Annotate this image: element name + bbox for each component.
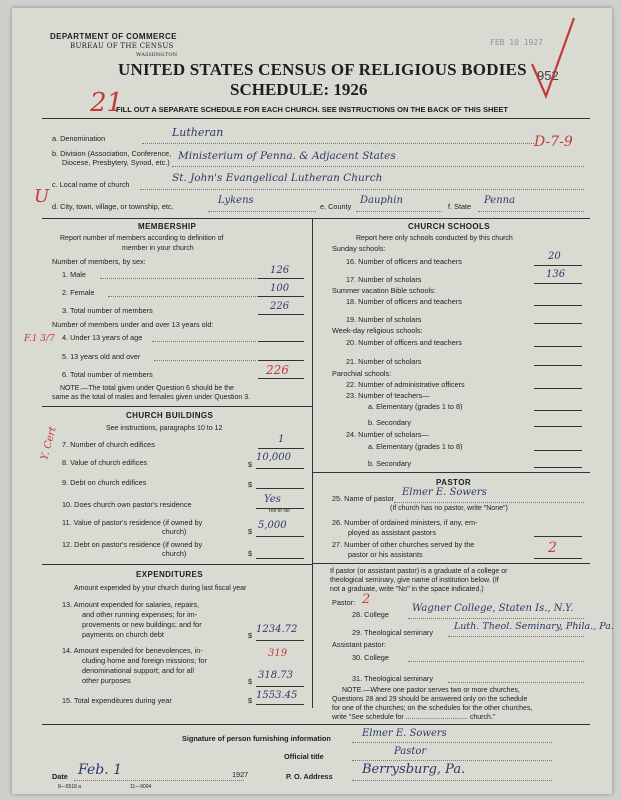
q1-value: 126 xyxy=(270,265,290,276)
membership-note-1: NOTE.—The total given under Question 6 should be the xyxy=(60,385,234,392)
q22-label: 22. Number of administrative officers xyxy=(346,380,465,389)
q11-label-2: church) xyxy=(162,527,187,536)
summer-schools-label: Summer vacation Bible schools: xyxy=(332,286,436,295)
denomination-label: a. Denomination xyxy=(52,134,106,143)
q12-label-1: 12. Debt on pastor's residence (if owned by xyxy=(62,540,203,549)
members-by-age-label: Number of members under and over 13 years old: xyxy=(52,320,214,329)
division-label-line2: Diocese, Presbytery, Synod, etc.) xyxy=(62,158,170,167)
pastor-sub-label: Pastor: xyxy=(332,598,356,607)
weekday-schools-label: Week-day religious schools: xyxy=(332,326,423,335)
q14-correction: 319 xyxy=(268,648,288,659)
q4-label: 4. Under 13 years of age xyxy=(62,333,143,342)
q19-label: 19. Number of scholars xyxy=(346,315,422,324)
q1-label: 1. Male xyxy=(62,270,86,279)
pastor-mark: 2 xyxy=(362,592,371,607)
po-address-value: Berrysburg, Pa. xyxy=(362,762,466,777)
city-label: d. City, town, village, or township, etc. xyxy=(52,202,174,211)
pastor-heading: PASTOR xyxy=(436,478,471,487)
graduate-note-1: If pastor (or assistant pastor) is a graduate of a college or xyxy=(330,568,508,575)
pastor-note-3: for one of the churches; on the schedules for the other churches, xyxy=(332,705,533,712)
official-title-value: Pastor xyxy=(394,746,427,757)
q11-label-1: 11. Value of pastor's residence (if owned by xyxy=(62,518,203,527)
date-value: Feb. 1 xyxy=(78,762,123,778)
q25-label: 25. Name of pastor xyxy=(332,494,395,503)
q15-dollar: $ xyxy=(248,696,253,705)
q15-label: 15. Total expenditures during year xyxy=(62,696,172,705)
check-mark-icon xyxy=(528,14,578,104)
q13-line-2: and other running expenses; for im- xyxy=(82,610,198,619)
signature-value: Elmer E. Sowers xyxy=(362,728,447,739)
q28-value: Wagner College, Staten Is., N.Y. xyxy=(412,603,574,614)
q3-value: 226 xyxy=(270,301,290,312)
q12-dollar: $ xyxy=(248,549,253,558)
q13-dollar: $ xyxy=(248,631,253,640)
q15-value: 1553.45 xyxy=(256,690,298,701)
q24a-label: a. Elementary (grades 1 to 8) xyxy=(368,442,463,451)
schools-sub: Report here only schools conducted by this church xyxy=(356,235,513,242)
schedule-number: 952 xyxy=(537,68,559,83)
q24b-label: b. Secondary xyxy=(368,459,411,468)
q17-value: 136 xyxy=(546,269,566,280)
q5-label: 5. 13 years old and over xyxy=(62,352,141,361)
side-note-cert: Y. Cert xyxy=(39,425,59,462)
margin-note-top-left: 21 xyxy=(90,88,124,118)
department-line: DEPARTMENT OF COMMERCE xyxy=(50,32,177,41)
q20-label: 20. Number of officers and teachers xyxy=(346,338,462,347)
local-name-value: St. John's Evangelical Lutheran Church xyxy=(172,172,383,184)
q14-line-3: denominational support; and for all xyxy=(82,666,194,675)
q8-label: 8. Value of church edifices xyxy=(62,458,148,467)
denomination-value: Lutheran xyxy=(172,126,224,139)
q10-value: Yes xyxy=(264,494,281,505)
q7-label: 7. Number of church edifices xyxy=(62,440,155,449)
members-by-sex-label: Number of members, by sex: xyxy=(52,257,146,266)
q21-label: 21. Number of scholars xyxy=(346,357,422,366)
membership-intro-2: member in your church xyxy=(122,245,194,252)
membership-intro-1: Report number of members according to definition of xyxy=(60,235,224,242)
pastor-note-1: NOTE.—Where one pastor serves two or more churches, xyxy=(342,687,520,694)
q8-value: 10,000 xyxy=(256,452,291,463)
q10-label: 10. Does church own pastor's residence xyxy=(62,500,192,509)
state-label: f. State xyxy=(448,202,472,211)
q2-label: 2. Female xyxy=(62,288,95,297)
q14-dollar: $ xyxy=(248,677,253,686)
schools-heading: CHURCH SCHOOLS xyxy=(408,222,491,231)
q11-value: 5,000 xyxy=(258,520,287,531)
sunday-schools-label: Sunday schools: xyxy=(332,244,386,253)
state-value: Penna xyxy=(484,195,516,206)
division-value: Ministerium of Penna. & Adjacent States xyxy=(178,150,396,162)
official-title-label: Official title xyxy=(284,752,324,761)
q7-value: 1 xyxy=(278,434,285,445)
form-number: 8—5518 a xyxy=(58,784,82,790)
q13-value: 1234.72 xyxy=(256,624,298,635)
signature-label: Signature of person furnishing information xyxy=(182,734,331,743)
side-note: F.1 3/7 xyxy=(24,334,55,344)
q13-line-3: provements or new buildings; and for xyxy=(82,620,202,629)
q23a-label: a. Elementary (grades 1 to 8) xyxy=(368,402,463,411)
print-number: 11—9004 xyxy=(130,784,152,790)
expenditures-sub: Amount expended by your church during last fiscal year xyxy=(74,585,247,592)
graduate-note-3: not a graduate, write "No" in the space indicated.) xyxy=(330,586,484,593)
q14-line-4: other purposes xyxy=(82,676,131,685)
q16-label: 16. Number of officers and teachers xyxy=(346,257,462,266)
form-title: UNITED STATES CENSUS OF RELIGIOUS BODIES xyxy=(118,60,527,79)
expenditures-heading: EXPENDITURES xyxy=(136,570,204,579)
received-date-stamp: FEB 10 1927 xyxy=(490,38,543,47)
q18-label: 18. Number of officers and teachers xyxy=(346,297,462,306)
q12-label-2: church) xyxy=(162,549,187,558)
q9-dollar: $ xyxy=(248,480,253,489)
county-label: e. County xyxy=(320,202,352,211)
q10-hint: Yes or No xyxy=(268,508,290,514)
q29-value: Luth. Theol. Seminary, Phila., Pa. xyxy=(454,621,614,632)
assistant-pastor-label: Assistant pastor: xyxy=(332,640,386,649)
date-year: 1927 xyxy=(232,770,249,779)
q6-label: 6. Total number of members xyxy=(62,370,153,379)
date-label: Date xyxy=(52,772,68,781)
q25-hint: (If church has no pastor, write "None") xyxy=(390,505,508,512)
graduate-note-2: theological seminary, give name of institution below. (If xyxy=(330,577,499,584)
q24-label: 24. Number of scholars— xyxy=(346,430,429,439)
washington-line: WASHINGTON xyxy=(136,52,178,58)
classification-code: D-7-9 xyxy=(534,134,573,150)
pastor-note-4: write "See schedule for ................................ church." xyxy=(332,714,496,721)
county-value: Dauphin xyxy=(360,195,403,206)
q27-label-2: pastor or his assistants xyxy=(348,550,423,559)
q28-label: 28. College xyxy=(352,610,389,619)
q31-label: 31. Theological seminary xyxy=(352,674,433,683)
parochial-schools-label: Parochial schools: xyxy=(332,369,392,378)
pastor-note-2: Questions 28 and 29 should be answered only on the schedule xyxy=(332,696,528,703)
po-address-label: P. O. Address xyxy=(286,772,333,781)
q8-dollar: $ xyxy=(248,460,253,469)
q9-label: 9. Debt on church edifices xyxy=(62,478,147,487)
city-value: Lykens xyxy=(218,195,254,206)
census-schedule-sheet xyxy=(12,8,612,794)
membership-heading: MEMBERSHIP xyxy=(138,222,197,231)
q3-label: 3. Total number of members xyxy=(62,306,153,315)
local-name-label: c. Local name of church xyxy=(52,180,130,189)
q25-value: Elmer E. Sowers xyxy=(402,487,487,498)
q14-line-1: 14. Amount expended for benevolences, in- xyxy=(62,646,203,655)
q27-value: 2 xyxy=(548,540,557,556)
q26-label-2: ployed as assistant pastors xyxy=(348,528,437,537)
division-label-line1: b. Division (Association, Conference, xyxy=(52,149,172,158)
q30-label: 30. College xyxy=(352,653,389,662)
q23-label: 23. Number of teachers— xyxy=(346,391,430,400)
margin-note-left: U xyxy=(34,186,50,207)
q13-line-1: 13. Amount expended for salaries, repairs, xyxy=(62,600,200,609)
q6-value: 226 xyxy=(266,363,289,377)
q17-label: 17. Number of scholars xyxy=(346,275,422,284)
q26-label-1: 26. Number of ordained ministers, if any, em- xyxy=(332,518,478,527)
q27-label-1: 27. Number of other churches served by the xyxy=(332,540,475,549)
q13-line-4: payments on church debt xyxy=(82,630,164,639)
q14-value: 318.73 xyxy=(258,670,293,681)
q23b-label: b. Secondary xyxy=(368,418,411,427)
q11-dollar: $ xyxy=(248,527,253,536)
q14-line-2: cluding home and foreign missions; for xyxy=(82,656,207,665)
instruction-line: FILL OUT A SEPARATE SCHEDULE FOR EACH CHURCH. SEE INSTRUCTIONS ON THE BACK OF THIS SHEET xyxy=(116,105,508,114)
q16-value: 20 xyxy=(548,251,561,262)
bureau-line: BUREAU OF THE CENSUS xyxy=(70,42,174,50)
schedule-heading: SCHEDULE: 1926 xyxy=(230,80,368,99)
q2-value: 100 xyxy=(270,283,290,294)
q29-label: 29. Theological seminary xyxy=(352,628,433,637)
membership-note-2: same as the total of males and females given under Question 3. xyxy=(52,394,251,401)
buildings-heading: CHURCH BUILDINGS xyxy=(126,411,214,420)
buildings-sub: See instructions, paragraphs 10 to 12 xyxy=(106,425,223,432)
